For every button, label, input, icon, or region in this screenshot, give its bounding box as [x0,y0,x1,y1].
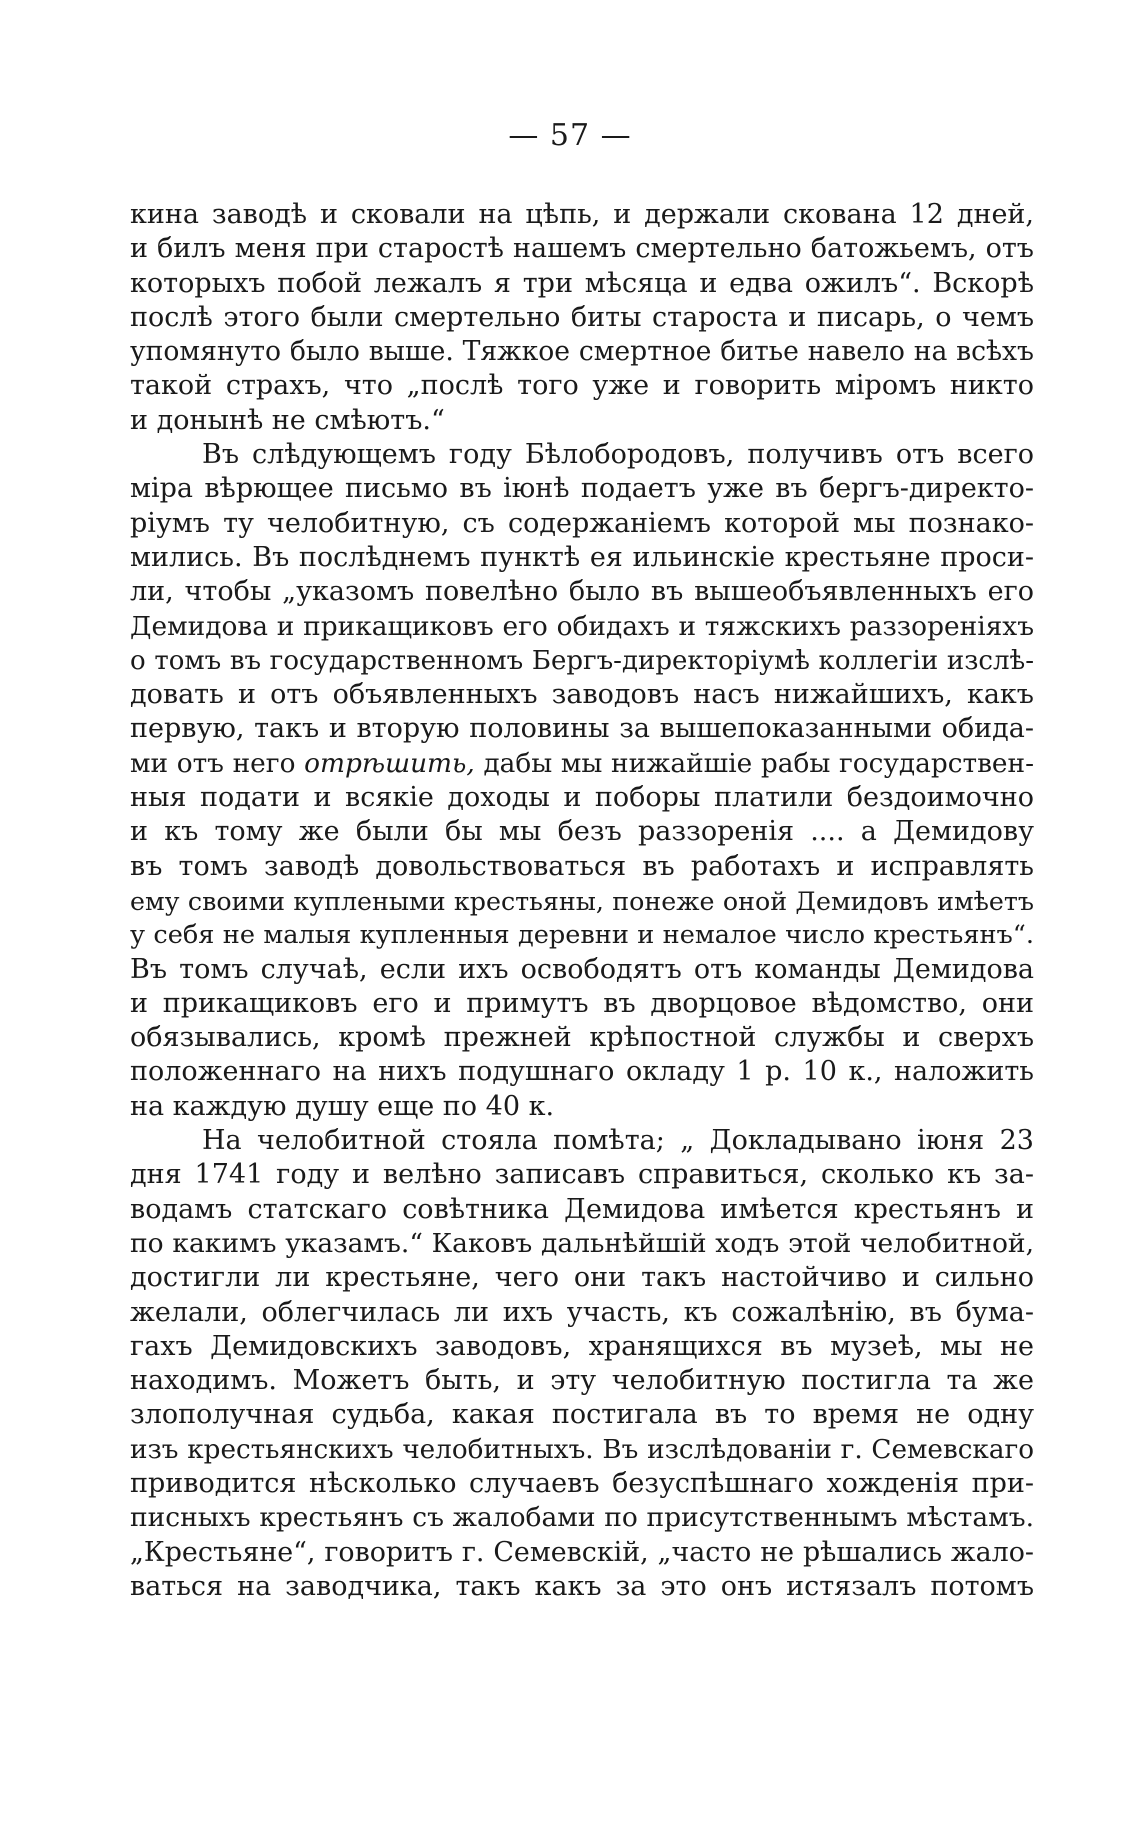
text-line: и къ тому же были бы мы безъ раззоренія .... а Демидову [130,816,1034,848]
text-line: по какимъ указамъ.“ Каковъ дальнѣйшій ходъ этой челобитной, [130,1227,1034,1259]
text-line: и билъ меня при старостѣ нашемъ смертельно батожьемъ, отъ [130,233,1034,265]
text-line: міра вѣрющее письмо въ іюнѣ подаетъ уже въ бергъ-директо- [130,473,1034,505]
text-line: ваться на заводчика, такъ какъ за это онъ истязалъ потомъ [130,1570,1034,1602]
text-line: кина заводѣ и сковали на цѣпь, и держали скована 12 дней, [130,199,1034,230]
text-line: которыхъ побой лежалъ я три мѣсяца и едва ожилъ“. Вскорѣ [130,267,1034,299]
text-line: такой страхъ, что „послѣ того уже и говорить міромъ никто [130,370,1034,402]
line-rest: дабы мы нижайшіе рабы государствен- [483,748,1034,779]
text-line: и донынѣ не смѣютъ.“ [130,404,445,436]
text-line: водамъ статскаго совѣтника Демидова имѣется крестьянъ и [130,1193,1034,1225]
page-number: — 57 — [508,118,632,153]
text-line: дня 1741 году и велѣно записавъ справиться, сколько къ за- [130,1159,1034,1191]
text-line: положеннаго на нихъ подушнаго окладу 1 р. 10 к., наложить [130,1056,1034,1088]
text-line: на каждую душу еще по 40 к. [130,1090,555,1122]
text-line: писныхъ крестьянъ съ жалобами по присутственнымъ мѣстамъ. [130,1502,1034,1534]
text-line: и прикащиковъ его и примутъ въ дворцовое вѣдомство, они [130,987,1034,1019]
paragraph-start-line: Въ слѣдующемъ году Бѣлобородовъ, получивъ отъ всего [202,439,1034,471]
text-line: ему своими куплеными крестьяны, понеже оной Демидовъ имѣетъ [130,885,1034,916]
text-line: о томъ въ государственномъ Бергъ-директоріумѣ коллегіи изслѣ- [130,645,1034,676]
text-line: довать и отъ объявленныхъ заводовъ насъ нижайшихъ, какъ [130,679,1034,711]
line-prefix: ми отъ него [130,748,296,779]
text-line: достигли ли крестьяне, чего они такъ настойчиво и сильно [130,1262,1034,1294]
text-line: у себя не малыя купленныя деревни и немалое число крестьянъ“. [130,920,1034,951]
text-line: „Крестьяне“, говоритъ г. Семевскій, „часто не рѣшались жало- [130,1536,1034,1568]
text-line: ли, чтобы „указомъ повелѣно было въ вышеобъявленныхъ его [130,576,1034,608]
text-line: находимъ. Можетъ быть, и эту челобитную постигла та же [130,1365,1034,1397]
text-line: гахъ Демидовскихъ заводовъ, хранящихся въ музеѣ, мы не [130,1330,1034,1362]
text-line: злополучная судьба, какая постигала въ то время не одну [130,1399,1034,1431]
text-line: изъ крестьянскихъ челобитныхъ. Въ изслѣдованіи г. Семевскаго [130,1434,1034,1465]
text-line: Въ томъ случаѣ, если ихъ освободятъ отъ команды Демидова [130,953,1034,985]
text-line: упомянуто было выше. Тяжкое смертное битье навело на всѣхъ [130,336,1034,368]
text-line: ріумъ ту челобитную, съ содержаніемъ которой мы познако- [130,507,1034,539]
text-line: мились. Въ послѣднемъ пунктѣ ея ильинскіе крестьяне проси- [130,541,1034,573]
text-line: первую, такъ и вторую половины за вышепоказанными обида- [130,713,1034,745]
emphasized-word: отрѣшить, [304,748,475,779]
text-line: желали, облегчилась ли ихъ участь, къ сожалѣнію, въ бума- [130,1296,1034,1328]
text-line: приводится нѣсколько случаевъ безуспѣшнаго хожденія при- [130,1467,1034,1499]
text-line: послѣ этого были смертельно биты староста и писарь, о чемъ [130,301,1034,333]
body-text [130,198,1034,1604]
text-line: въ томъ заводѣ довольствоваться въ работахъ и исправлять [130,850,1034,882]
text-line: Демидова и прикащиковъ его обидахъ и тяжскихъ раззореніяхъ [130,610,1034,642]
text-line-with-emphasis [130,747,1034,781]
paragraph-start-line: На челобитной стояла помѣта; „ Докладывано іюня 23 [202,1125,1034,1157]
text-line: обязывались, кромѣ прежней крѣпостной службы и сверхъ [130,1022,1034,1054]
text-line: ныя подати и всякіе доходы и поборы платили бездоимочно [130,782,1034,814]
